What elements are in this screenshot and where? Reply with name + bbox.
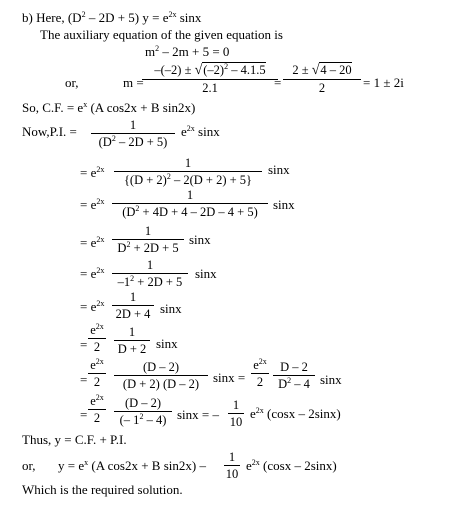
pi-fraction-8d: D – 2 $D^2 - 4$ xyxy=(273,360,315,391)
equals-sign: = xyxy=(274,75,282,90)
pi-step-7-eq: = xyxy=(80,337,88,352)
pi-step-7-sinx: sinx xyxy=(156,336,178,351)
pi-step-8-sinx: sinx xyxy=(320,372,342,387)
conclusion: Which is the required solution. xyxy=(22,482,183,497)
pi-step-3-lead: = $e^{2x}$ xyxy=(80,197,105,212)
pi-step-5-lead: = $e^{2x}$ xyxy=(80,266,105,281)
pi-step-2-lead: = $e^{2x}$ xyxy=(80,165,105,180)
thus-line: Thus, y = C.F. + P.I. xyxy=(22,432,127,447)
roots-fraction-1: $-(-2) \pm √(-2)^2 - 4.1.5$ 2.1 xyxy=(142,63,278,95)
pi-fraction-8c: $e^{2x}$ 2 xyxy=(251,358,269,389)
pi-fraction-9c: 1 10 xyxy=(229,398,243,429)
pi-step-9-eq: = xyxy=(80,407,88,422)
pi-fraction-6: 1 2D + 4 xyxy=(112,290,154,321)
general-solution: $y = e^x$ (A cos2x + B sin2x) – xyxy=(58,458,206,473)
pi-fraction-8a: $e^{2x}$ 2 xyxy=(88,358,106,389)
complementary-function: So, C.F. = $e^x$ (A cos2x + B sin2x) xyxy=(22,100,196,115)
pi-label: Now,P.I. = xyxy=(22,124,77,139)
pi-fraction-5: 1 $-1^2 + 2D + 5$ xyxy=(112,258,188,289)
pi-step-2-sinx: sinx xyxy=(268,162,290,177)
pi-fraction-7b: 1 D + 2 xyxy=(114,325,150,356)
roots-fraction-2: 2 ± √4 – 20 2 xyxy=(283,63,361,95)
m-equals: m = xyxy=(123,75,144,90)
pi-step-4-sinx: sinx xyxy=(189,232,211,247)
pi-step-3-sinx: sinx xyxy=(273,197,295,212)
auxiliary-intro: The auxiliary equation of the given equation is xyxy=(40,27,283,42)
final-fraction: 1 10 xyxy=(225,450,239,481)
problem-statement: b) Here, $(D^2 - 2D + 5) y = e^{2x}$ sinx xyxy=(22,10,202,25)
pi-fraction-9b: (D – 2) (– $1^2 - 4$) xyxy=(114,396,172,427)
or-label-2: or, xyxy=(22,458,36,473)
pi-step-9-mid: sinx = – xyxy=(177,407,220,422)
pi-fraction-1: 1 $(D^2 - 2D + 5)$ xyxy=(91,118,175,149)
pi-step-9-tail: $e^{2x}$ (cosx – 2sinx) xyxy=(250,406,341,421)
pi-fraction-2: 1 $\{(D + 2)^2 - 2(D + 2) + 5\}$ xyxy=(114,156,262,187)
pi-exp-1: $e^{2x}$ sinx xyxy=(181,124,220,139)
pi-fraction-9a: $e^{2x}$ 2 xyxy=(88,394,106,425)
pi-step-5-sinx: sinx xyxy=(195,266,217,281)
pi-fraction-4: 1 $D^2 + 2D + 5$ xyxy=(112,224,184,255)
pi-fraction-8b: (D – 2) (D + 2) (D – 2) xyxy=(114,360,208,391)
roots-result: = 1 ± 2i xyxy=(363,75,404,90)
pi-step-4-lead: = $e^{2x}$ xyxy=(80,235,105,250)
final-tail: $e^{2x}$ (cosx – 2sinx) xyxy=(246,458,337,473)
pi-fraction-3: 1 $(D^2 + 4D + 4 - 2D - 4 + 5)$ xyxy=(112,188,268,219)
pi-step-8-eq: = xyxy=(80,372,88,387)
or-label: or, xyxy=(65,75,79,90)
pi-step-6-sinx: sinx xyxy=(160,301,182,316)
auxiliary-equation: $m^2 - 2m + 5 = 0$ xyxy=(145,44,230,59)
pi-step-8-mid: sinx = xyxy=(213,370,246,385)
pi-fraction-7a: $e^{2x}$ 2 xyxy=(88,323,106,354)
pi-step-6-lead: = $e^{2x}$ xyxy=(80,299,105,314)
